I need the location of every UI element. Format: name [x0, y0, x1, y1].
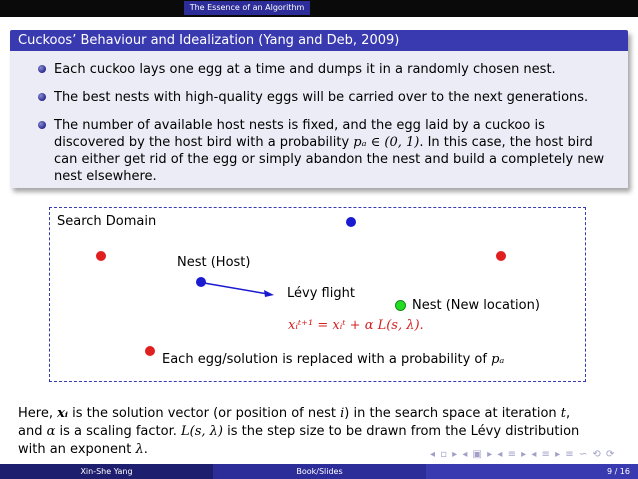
bullet-icon: [38, 121, 46, 129]
arrowhead-icon: [264, 290, 274, 297]
footer-page-section: [426, 464, 638, 479]
para-1b: is the solution vector (or position of nest: [67, 406, 341, 421]
footer-source: Book/Slides: [213, 464, 426, 479]
nest-new-location-label: Nest (New location): [412, 298, 540, 313]
replacement-note: [162, 352, 504, 367]
levy-flight-label: Lévy flight: [287, 286, 355, 301]
para-1a: Here,: [18, 406, 58, 421]
bullet-3-line-3: can either get rid of the egg or simply abandon the nest and build a completely new: [54, 152, 605, 167]
replaced-egg-dot: [145, 346, 155, 356]
new-nest-dot: [395, 300, 406, 311]
bullet-text-3: [54, 117, 619, 185]
header-bar: [0, 0, 638, 17]
nest-host-label: Nest (Host): [177, 255, 251, 270]
block-body: [10, 51, 628, 188]
beamer-navigation-icons[interactable]: ◂ ▫ ▸ ◂ ▣ ▸ ◂ ≡ ▸ ◂ ≡ ▸ ≡ ∽ ⟲ ⟳: [430, 449, 616, 460]
var-x-i: xᵢ: [57, 406, 68, 421]
host-nest-dot: [196, 277, 206, 287]
bullet-3-line-1: The number of available host nests is fixed, and the egg laid by a cuckoo is: [54, 118, 545, 133]
levy-flight-arrow: [190, 272, 280, 302]
bullet-text-1: Each cuckoo lays one egg at a time and dumps it in a randomly chosen nest.: [54, 62, 556, 77]
bullet-3-line-2a: discovered by the host bird with a probability: [54, 135, 354, 150]
probability-math: pₐ ∈ (0, 1): [353, 135, 420, 150]
var-lambda: λ: [135, 442, 144, 457]
para-3a: with an exponent: [18, 442, 136, 457]
red-nest-dot: [496, 251, 506, 261]
red-nest-dot: [96, 251, 106, 261]
bullet-3-line-2b: . In this case, the host bird: [419, 135, 593, 150]
para-2b: is a scaling factor.: [55, 424, 182, 439]
para-line-2: [18, 423, 623, 441]
var-alpha: α: [46, 424, 56, 439]
slide-section-title: The Essence of an Algorithm: [184, 1, 310, 15]
search-domain-label: Search Domain: [57, 214, 157, 229]
para-1d: ,: [566, 406, 571, 421]
para-2c: is the step size to be drawn from the Lévy distribution: [222, 424, 580, 439]
blue-nest-dot: [346, 217, 356, 227]
bullet-icon: [38, 65, 46, 73]
behaviour-block: [10, 30, 628, 188]
update-formula: xᵢᵗ⁺¹ = xᵢᵗ + α L(s, λ).: [288, 318, 424, 333]
page-number: 9 / 16: [606, 467, 630, 476]
bullet-3-line-4: nest elsewhere.: [54, 169, 157, 184]
para-1c: ) in the search space at iteration: [344, 406, 561, 421]
bullet-icon: [38, 93, 46, 101]
block-title: Cuckoos’ Behaviour and Idealization (Yang and Deb, 2009): [10, 30, 628, 51]
replacement-math: pₐ: [491, 352, 505, 367]
para-3b: .: [143, 442, 148, 457]
var-t: t: [560, 406, 567, 421]
bullet-text-2: The best nests with high-quality eggs will be carried over to the next generations.: [54, 90, 589, 105]
para-line-1: [18, 405, 623, 423]
var-L: L(s, λ): [181, 424, 223, 439]
bullet-3-line-2: [54, 134, 619, 151]
footer-bar: [0, 464, 638, 479]
flight-path-line: [204, 283, 268, 294]
replacement-text: Each egg/solution is replaced with a probability of: [162, 352, 487, 367]
para-2a: and: [18, 424, 47, 439]
footer-author: Xin-She Yang: [0, 464, 213, 479]
var-i: i: [340, 406, 345, 421]
